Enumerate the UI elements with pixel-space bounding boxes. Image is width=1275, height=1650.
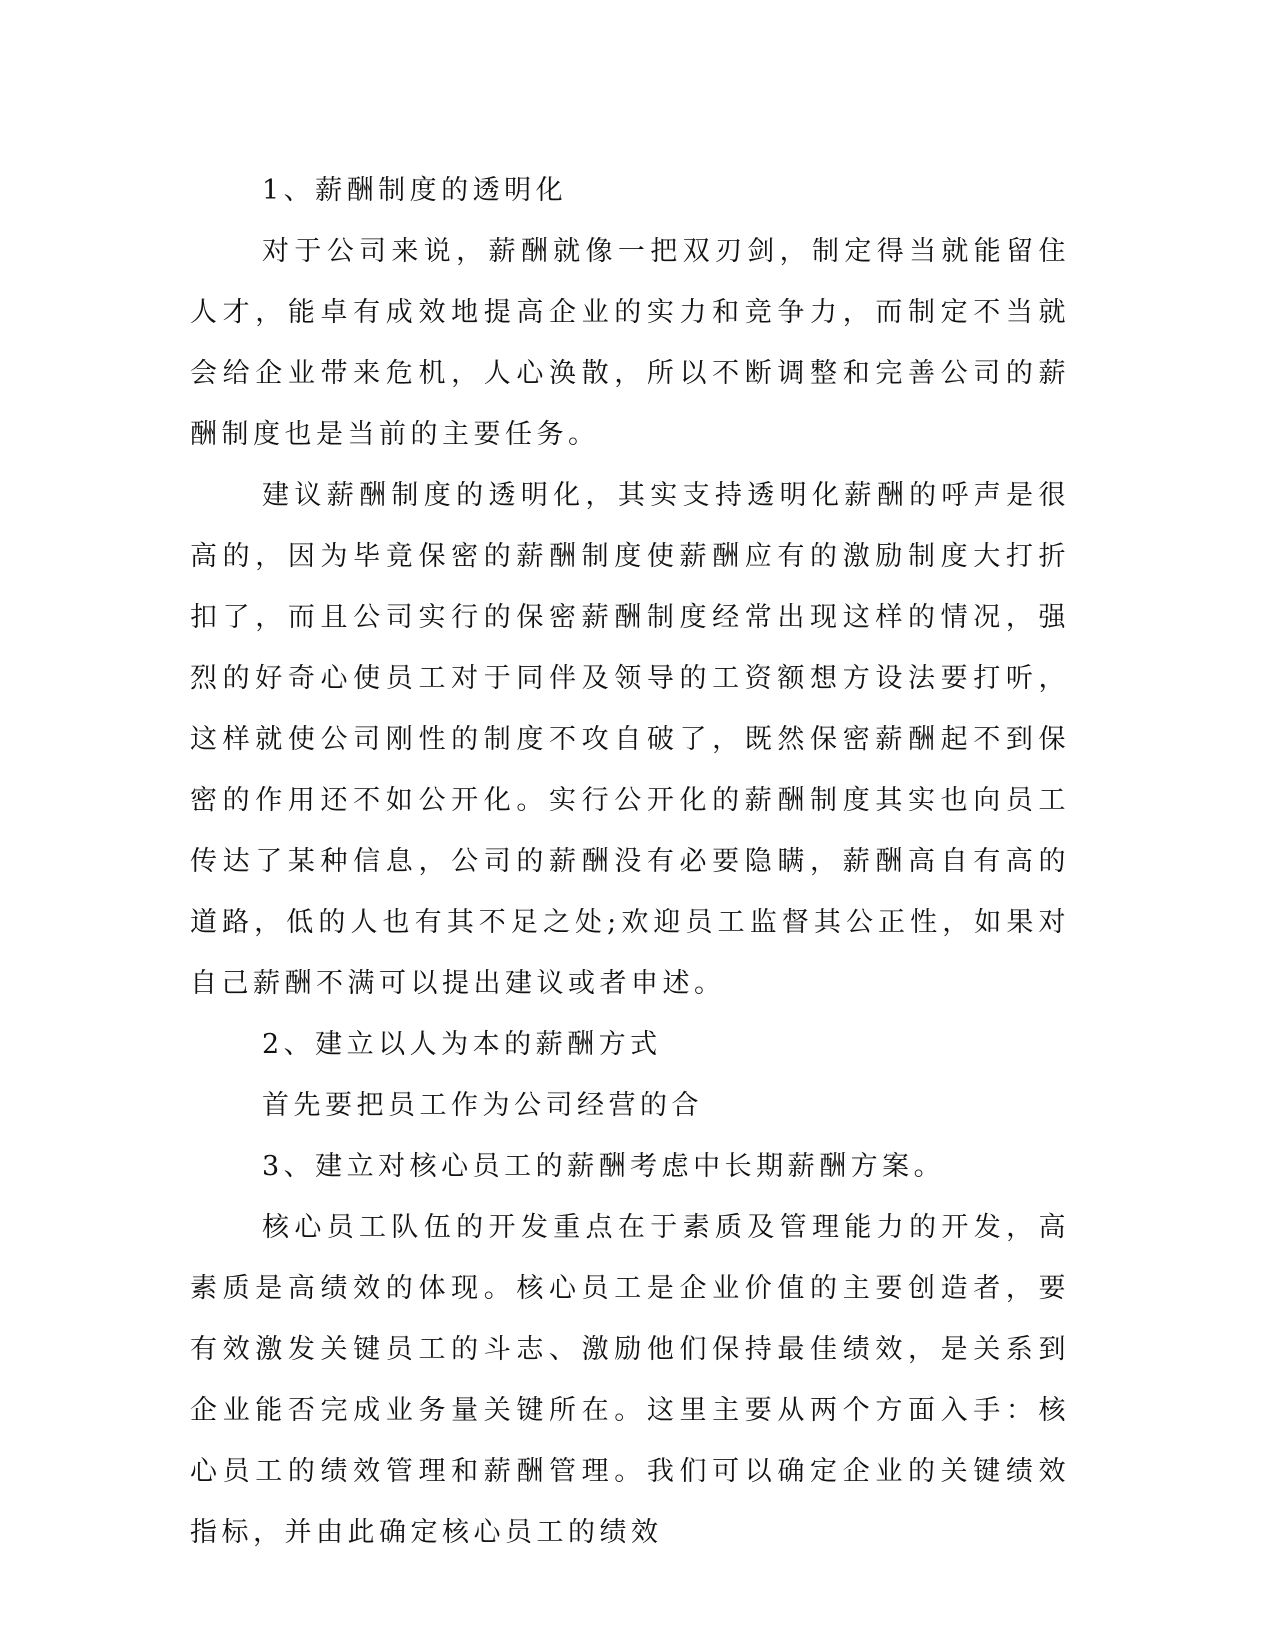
heading-core-employees: 3、建立对核心员工的薪酬考虑中长期薪酬方案。 [262, 1151, 946, 1182]
paragraph-partners: 首先要把员工作为公司经营的合 [262, 1090, 703, 1121]
heading-transparency: 1、薪酬制度的透明化 [262, 175, 568, 206]
paragraph-double-edged-sword: 对于公司来说，薪酬就像一把双刃剑，制定得当就能留住人才，能卓有成效地提高企业的实力和竞争力，而制定不当就会给企业带来危机，人心涣散，所以不断调整和完善公司的薪酬制度也是当前的主要任务。 [190, 236, 1070, 450]
heading-people-oriented: 2、建立以人为本的薪酬方式 [262, 1029, 662, 1060]
paragraph-core-employees: 核心员工队伍的开发重点在于素质及管理能力的开发，高素质是高绩效的体现。核心员工是企业价值的主要创造者，要有效激发关键员工的斗志、激励他们保持最佳绩效，是关系到企业能否完成业务量关键所在。这里主要从两个方面入手：核心员工的绩效管理和薪酬管理。我们可以确定企业的关键绩效指标，并由此确定核心员工的绩效 [190, 1212, 1070, 1548]
paragraph-transparency-suggestion: 建议薪酬制度的透明化，其实支持透明化薪酬的呼声是很高的，因为毕竟保密的薪酬制度使薪酬应有的激励制度大打折扣了，而且公司实行的保密薪酬制度经常出现这样的情况，强烈的好奇心使员工对于同伴及领导的工资额想方设法要打听，这样就使公司刚性的制度不攻自破了，既然保密薪酬起不到保密的作用还不如公开化。实行公开化的薪酬制度其实也向员工传达了某种信息，公司的薪酬没有必要隐瞒，薪酬高自有高的道路，低的人也有其不足之处;欢迎员工监督其公正性，如果对自己薪酬不满可以提出建议或者申述。 [190, 480, 1070, 999]
document-body [190, 160, 1070, 1563]
